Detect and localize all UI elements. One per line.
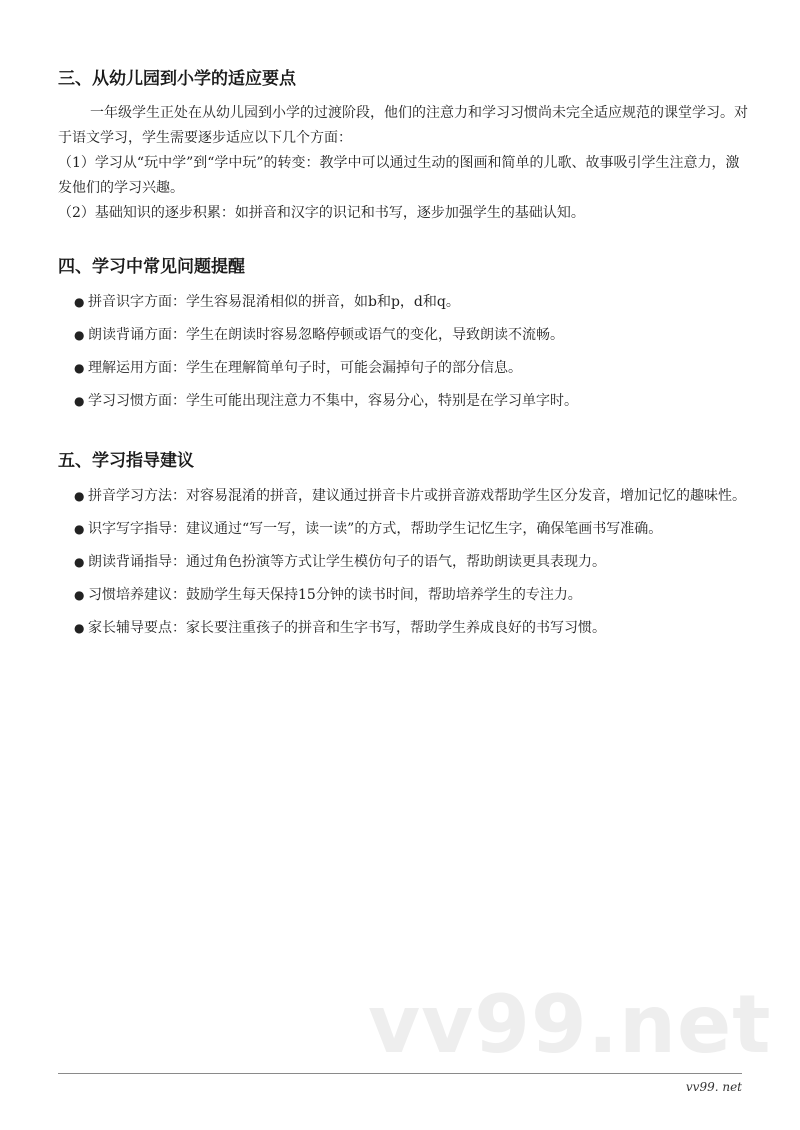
footer-site-label: vv99. net — [685, 1080, 742, 1094]
bullet-icon: ● — [74, 621, 85, 635]
list-item-text: 家长辅导要点：家长要注重孩子的拼音和生字书写，帮助学生养成良好的书写习惯。 — [88, 620, 606, 636]
footer-divider — [58, 1073, 742, 1074]
list-item — [74, 518, 746, 541]
list-item — [74, 291, 746, 314]
bullet-icon: ● — [74, 588, 85, 602]
section-3-intro-text: 一年级学生正处在从幼儿园到小学的过渡阶段，他们的注意力和学习习惯尚未完全适应规范的课堂学习。对于语文学习，学生需要逐步适应以下几个方面： — [58, 105, 748, 146]
bullet-icon: ● — [74, 394, 85, 408]
list-item-text: 拼音学习方法：对容易混淆的拼音，建议通过拼音卡片或拼音游戏帮助学生区分发音，增加记忆的趣味性。 — [88, 488, 746, 504]
bullet-icon: ● — [74, 361, 85, 375]
list-item-text: 学习习惯方面：学生可能出现注意力不集中，容易分心，特别是在学习单字时。 — [88, 393, 578, 409]
list-item — [74, 551, 746, 574]
section-3-intro — [58, 101, 748, 151]
list-item-text: 朗读背诵方面：学生在朗读时容易忽略停顿或语气的变化，导致朗读不流畅。 — [88, 327, 564, 343]
list-item — [74, 357, 746, 380]
section-3-item-1: （1）学习从“玩中学”到“学中玩”的转变：教学中可以通过生动的图画和简单的儿歌、故事吸引学生注意力，激发他们的学习兴趣。 — [58, 155, 740, 196]
list-item-text: 朗读背诵指导：通过角色扮演等方式让学生模仿句子的语气，帮助朗读更具表现力。 — [88, 554, 606, 570]
list-item-text: 习惯培养建议：鼓励学生每天保持15分钟的读书时间，帮助培养学生的专注力。 — [88, 587, 582, 603]
section-3-heading: 三、从幼儿园到小学的适应要点 — [58, 69, 296, 89]
list-item-text: 识字写字指导：建议通过“写一写，读一读”的方式，帮助学生记忆生字，确保笔画书写准确。 — [88, 521, 663, 537]
bullet-icon: ● — [74, 489, 85, 503]
section-3-item-2: （2）基础知识的逐步积累：如拼音和汉字的识记和书写，逐步加强学生的基础认知。 — [58, 205, 585, 221]
list-item-text: 拼音识字方面：学生容易混淆相似的拼音，如b和p，d和q。 — [88, 294, 460, 310]
list-item — [74, 324, 746, 347]
bullet-icon: ● — [74, 295, 85, 309]
bullet-icon: ● — [74, 328, 85, 342]
section-5-bullet-list — [74, 485, 746, 650]
bullet-icon: ● — [74, 522, 85, 536]
bullet-icon: ● — [74, 555, 85, 569]
list-item — [74, 584, 746, 607]
list-item — [74, 390, 746, 413]
section-4-heading: 四、学习中常见问题提醒 — [58, 257, 245, 277]
list-item — [74, 617, 746, 640]
watermark: vv99.net — [368, 978, 772, 1071]
section-5-heading: 五、学习指导建议 — [58, 451, 194, 471]
list-item — [74, 485, 746, 508]
list-item-text: 理解运用方面：学生在理解简单句子时，可能会漏掉句子的部分信息。 — [88, 360, 522, 376]
section-4-bullet-list — [74, 291, 746, 423]
